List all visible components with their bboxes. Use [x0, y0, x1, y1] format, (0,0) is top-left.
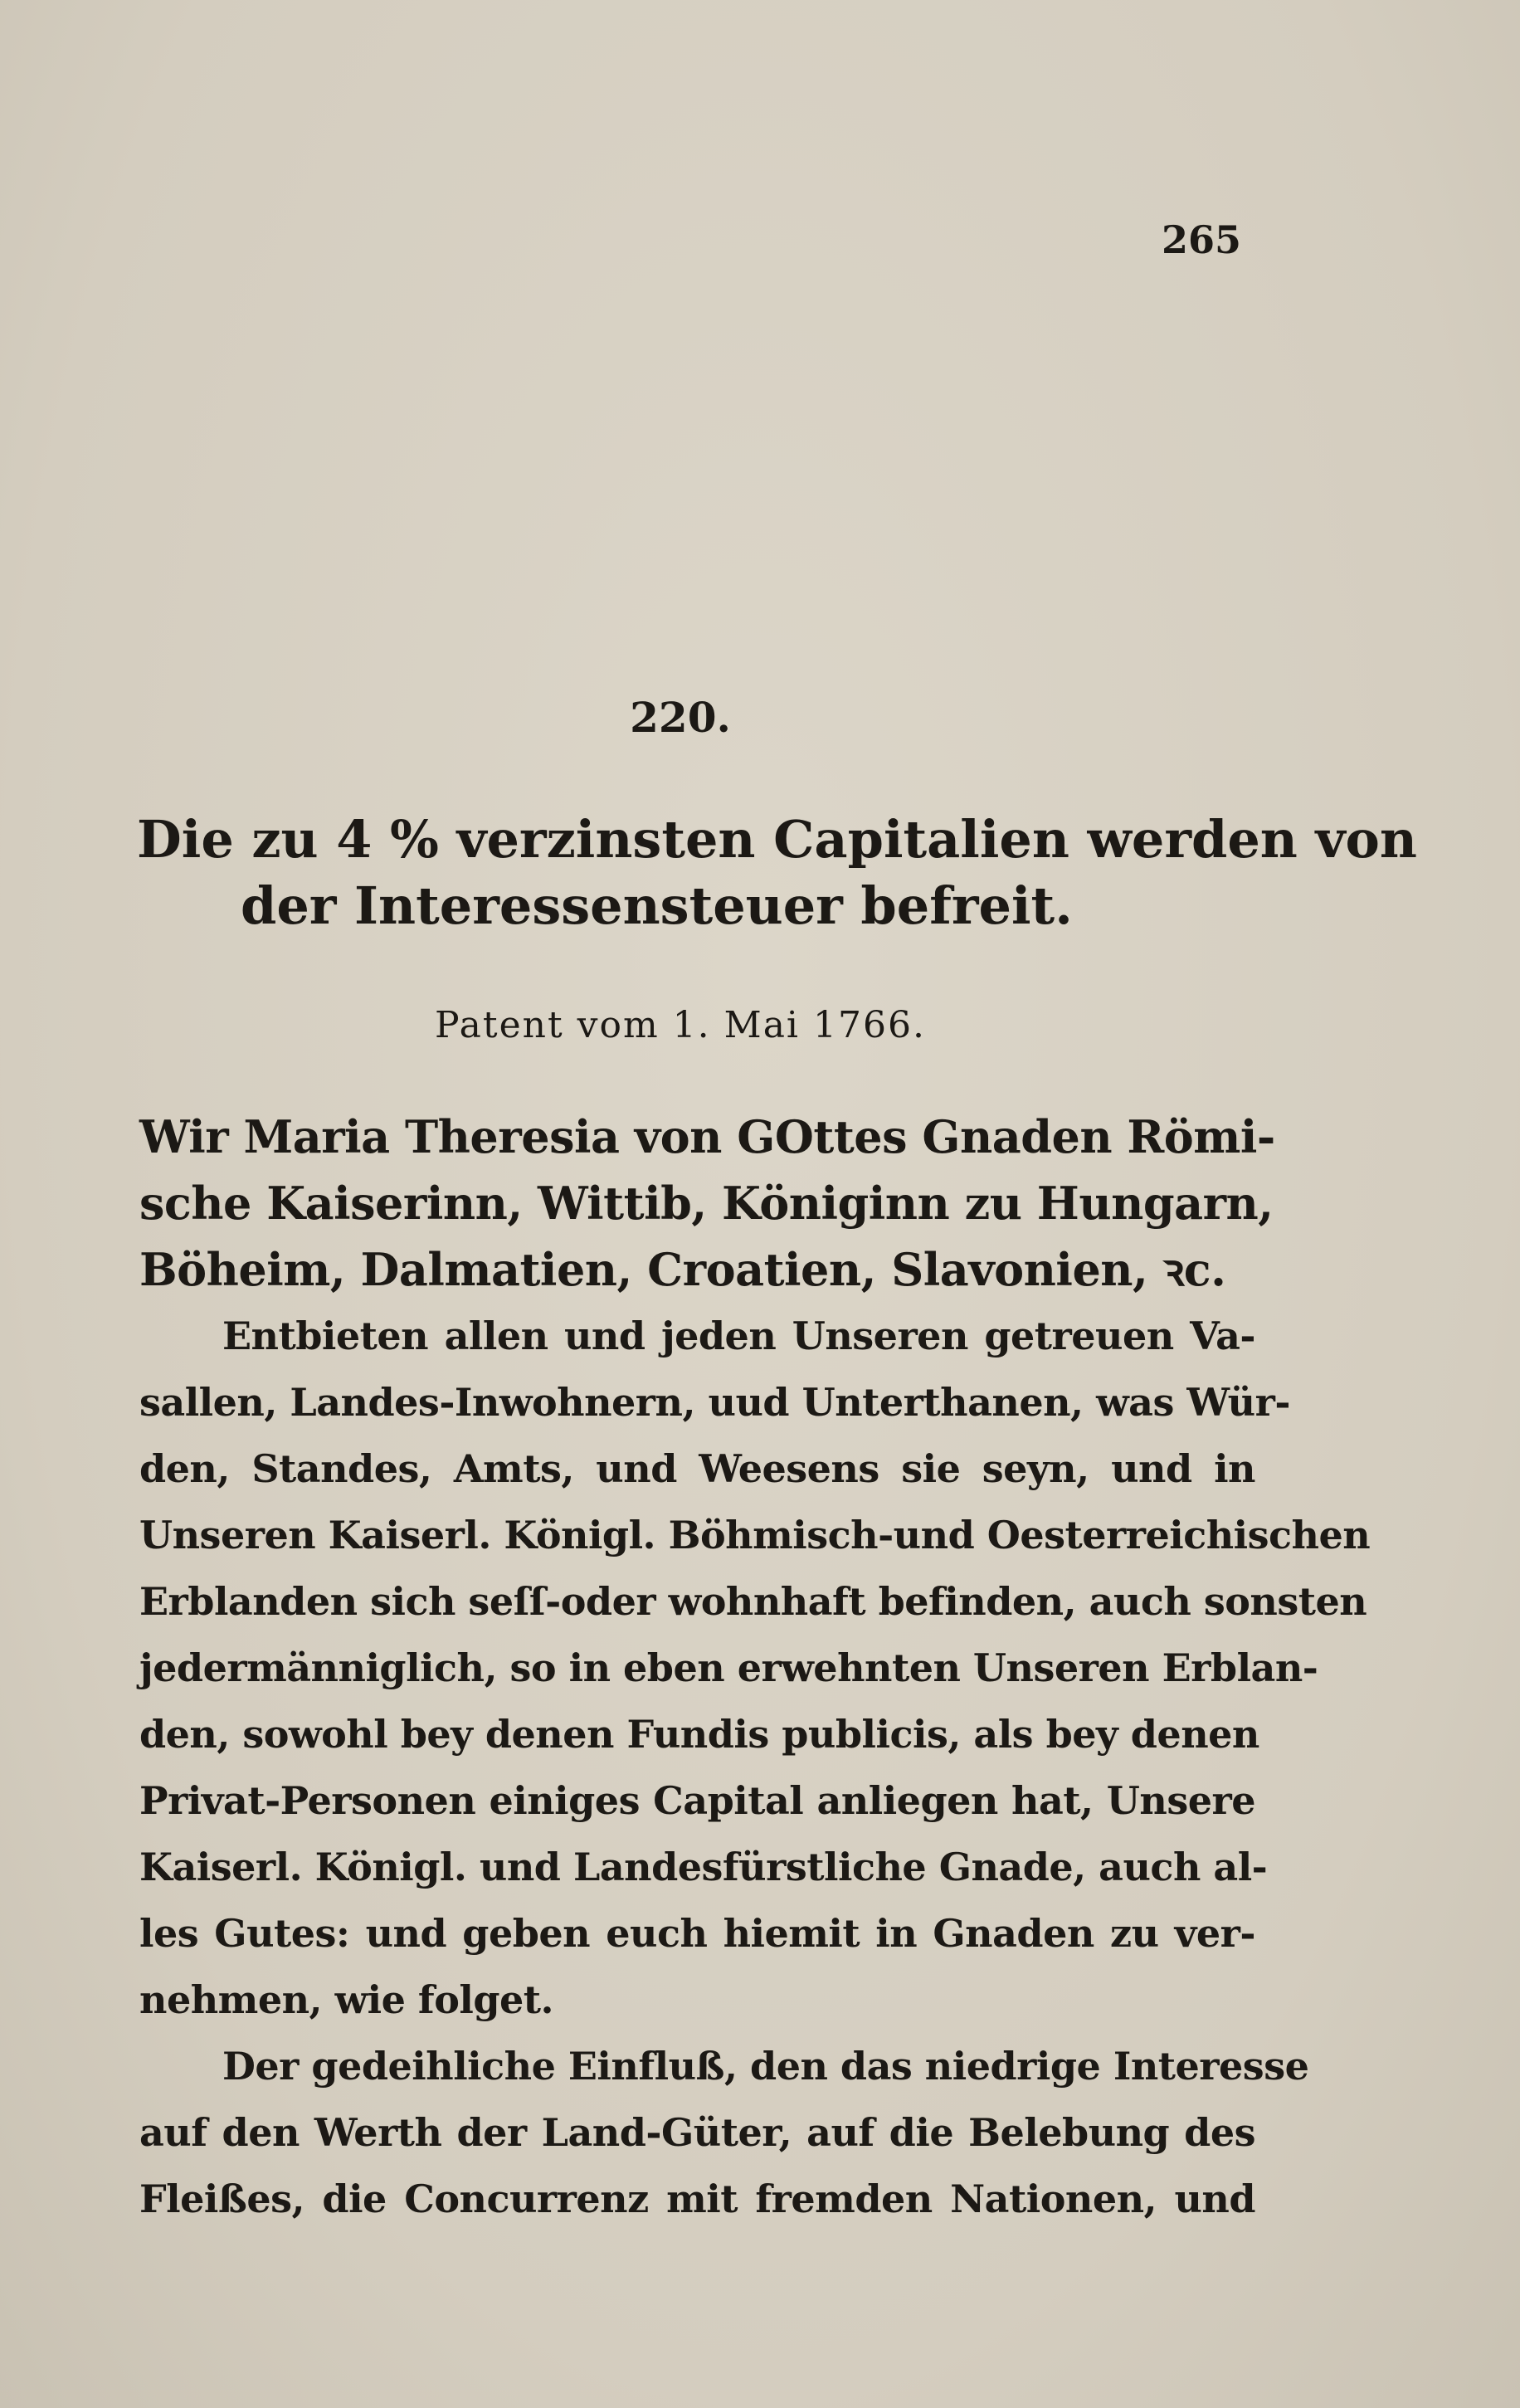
- body-text: [139, 1104, 1371, 2232]
- paragraph-line: sallen, Landes-Inwohnern, uud Unterthanen, was Wür-: [139, 1380, 1290, 1425]
- paragraph-line: Fleißes, die Concurrenz mit fremden Nationen, und: [139, 2176, 1255, 2221]
- intro-line: Böheim, Dalmatien, Croatien, Slavonien, ꝛc.: [139, 1243, 1226, 1296]
- paragraph-line: Entbieten allen und jeden Unseren getreuen Va-: [222, 1314, 1255, 1358]
- intro-line: sche Kaiserinn, Wittib, Königinn zu Hungarn,: [139, 1177, 1274, 1230]
- section-title-line-1: Die zu 4 % verzinsten Capitalien werden von: [137, 809, 1417, 870]
- paragraph-line: auf den Werth der Land-Güter, auf die Belebung des: [139, 2110, 1255, 2155]
- section-title-line-2: der Interessensteuer befreit.: [241, 875, 1073, 936]
- paragraph-line: les Gutes: und geben euch hiemit in Gnaden zu ver-: [139, 1911, 1255, 1956]
- paragraph-line: nehmen, wie folget.: [139, 1977, 554, 2022]
- paragraph-line: Privat-Personen einiges Capital anliegen hat, Unsere: [139, 1778, 1255, 1823]
- paragraph-line: Der gedeihliche Einfluß, den das niedrige Interesse: [222, 2044, 1309, 2089]
- section-number: 220.: [630, 693, 731, 742]
- intro-line: Wir Maria Theresia von GOttes Gnaden Römi-: [139, 1110, 1275, 1163]
- paragraph-line: den, sowohl bey denen Fundis publicis, als bey denen: [139, 1712, 1259, 1757]
- paragraph-line: Erblanden sich seſſ-oder wohnhaft befinden, auch sonsten: [139, 1579, 1367, 1624]
- page-number: 265: [1162, 217, 1242, 262]
- paragraph-line: jedermänniglich, so in eben erwehnten Unseren Erblan-: [139, 1645, 1318, 1690]
- paragraph-line: Kaiserl. Königl. und Landesfürstliche Gnade, auch al-: [139, 1845, 1268, 1889]
- patent-date: Patent vom 1. Mai 1766.: [435, 1004, 926, 1046]
- paragraph-line: Unseren Kaiserl. Königl. Böhmisch-und Oesterreichischen: [139, 1513, 1371, 1557]
- paragraph-line: den, Standes, Amts, und Weesens sie seyn, und in: [139, 1446, 1255, 1491]
